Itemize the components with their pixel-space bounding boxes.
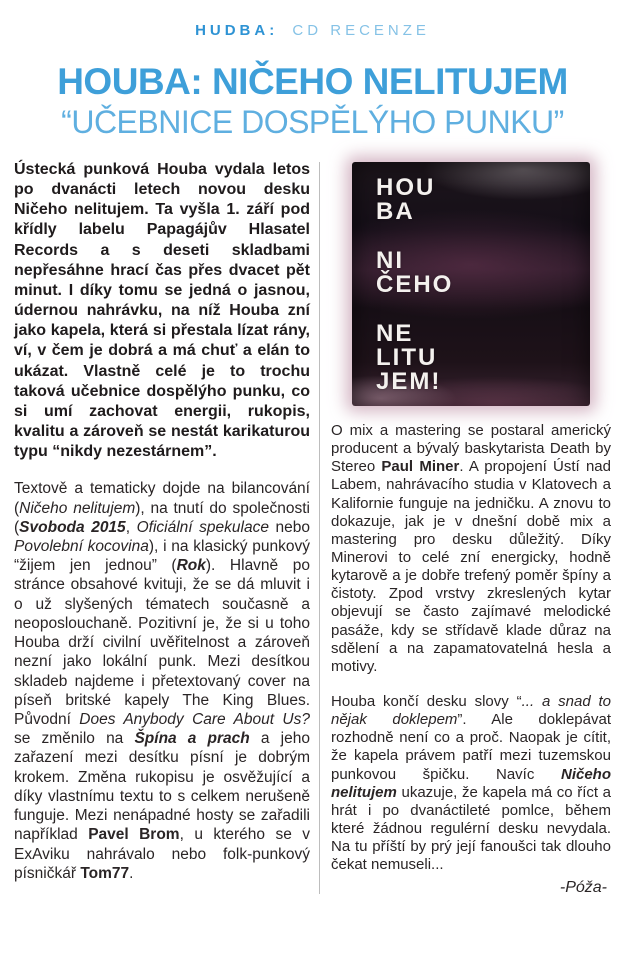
cover-line: BA — [376, 198, 415, 225]
text-segment: Ničeho nelitujem — [331, 765, 611, 801]
text-segment: . A propojení Ústí nad Labem, nahrávacího studia v Klatovech a Kalifornie funguje na jedničku. A znovu to dokazuje, jak je v dnešní době mix a mastering pro desku důležitý. Díky Minerovi to celé zní energicky, hodně kytarově a je dobře trefený poměr špíny a čistoty. Zpod vrstvy zkreslených kytar objevují se často zajímavé melodické pasáže, kdy se střídavě klade důraz na sdělení a na zapamatovatelná hesla a motivy. — [331, 458, 611, 675]
cover-line: LITU — [376, 344, 438, 371]
author-signature: -Póža- — [559, 879, 607, 897]
cover-line: NI — [376, 247, 404, 274]
paragraph — [14, 160, 310, 462]
cover-line: ČEHO — [376, 271, 454, 298]
text-segment: ukazuje, že kapela má co říct a hrát i po dvanáctileté pomlce, během které žádnou regulérní desku nevydala. Na tu příští by prý její fanoušci tak dlouho čekat nemuseli... — [331, 783, 611, 874]
text-segment: Pavel Brom — [88, 826, 180, 844]
text-segment: Does Anybody Care About Us? — [79, 710, 310, 728]
column-divider — [319, 162, 320, 894]
text-segment: O mix a mastering se postaral americký producent a bývalý baskytarista Death by Stereo — [331, 422, 611, 476]
article-body — [0, 160, 625, 898]
text-segment: Ničeho nelitujem — [19, 499, 136, 517]
paragraph — [14, 479, 310, 883]
text-segment: Špína a prach — [134, 730, 250, 748]
text-segment: Textově a tematicky dojde na bilancování ( — [14, 480, 310, 517]
cover-text-group — [376, 176, 453, 224]
text-segment: Oficiální spekulace — [136, 518, 269, 536]
kicker-section-sublabel: CD RECENZE — [292, 22, 430, 39]
text-segment: Tom77 — [80, 864, 130, 882]
paragraph — [331, 422, 611, 676]
text-segment: ). Hlavně po stránce obsahové kvituji, že se dá mluvit i o už slyšených tématech současně a neoposlouchaně. Pozitivní je, že si u toho Houba drží civilní uvěřitelnost a zároveň nezní jako lokální punk. Mezi desítkou skladeb najdeme i přetextovaný cover na píseň britské kapely The King Blues. Původní — [14, 557, 310, 728]
cover-line: NE — [376, 320, 414, 347]
cover-line: JEM! — [376, 368, 442, 395]
text-segment: se změnilo na — [14, 730, 135, 748]
album-cover-art — [352, 162, 590, 406]
cover-text-group — [376, 249, 453, 297]
text-segment: , u kterého se v ExAviku nahrávalo nebo folk-punkový písničkář — [14, 826, 310, 882]
text-segment: Svoboda 2015 — [19, 518, 126, 536]
paragraph — [331, 693, 611, 874]
text-segment: Ústecká punková Houba vydala letos po dvanácti letech novou desku Ničeho nelitujem. Ta vyšla 1. září pod křídly labelu Papagájův Hlasatel Records a s deseti skladbami nepřesáhne hrací čas přes dvacet pět minut. I díky tomu se jedná o jasnou, údernou nahrávku, na níž Houba zní jako kapela, která si přestala lízat rány, ví, v čem je dobrá a má chuť a elán to ukázat. Vlastně celé je to trochu taková učebnice dospělýho punku, co si umí zachovat energii, rukopis, kvalitu a zároveň se nestát karikaturou typu “nikdy nezestárnem”. — [14, 161, 310, 461]
left-column — [14, 160, 310, 898]
kicker-section-label: HUDBA: — [195, 22, 279, 39]
album-cover — [331, 162, 611, 406]
cover-line: HOU — [376, 174, 436, 201]
text-segment: ), na tnutí do společnosti ( — [14, 499, 310, 536]
text-segment: Paul Miner — [381, 458, 460, 476]
text-segment: Povolební kocovina — [14, 538, 149, 555]
album-cover-text — [376, 176, 453, 394]
right-column — [331, 160, 611, 898]
cover-text-group — [376, 322, 453, 394]
text-segment: Rok — [176, 557, 206, 575]
text-segment: Houba končí desku slovy “ — [331, 692, 522, 710]
text-segment: a jeho zařazení mezi desítku písní je dobrým krokem. Změna rukopisu je osvěžující a díky vlastnímu textu to s celkem nerušeně funguje. Mezi nenápadné hosty se zařadili například — [14, 730, 310, 844]
right-column-text — [331, 422, 611, 874]
article-title: HOUBA: NIČEHO NELITUJEM — [57, 61, 568, 102]
section-kicker — [0, 0, 625, 39]
text-segment: . — [129, 864, 134, 882]
article-subtitle: “UČEBNICE DOSPĚLÝHO PUNKU” — [61, 104, 564, 140]
text-segment: , — [125, 518, 137, 536]
text-segment: ”. Ale doklepávat rozhodně není co a proč. Naopak je cítit, že kapela právem patří mezi tuzemskou punkovou špičku. Navíc — [331, 711, 611, 783]
text-segment: ... a snad to nějak doklepem — [331, 692, 612, 729]
text-segment: nebo — [268, 518, 310, 536]
text-segment: ), i na klasický punkový “žijem jen jednou” ( — [14, 538, 311, 575]
